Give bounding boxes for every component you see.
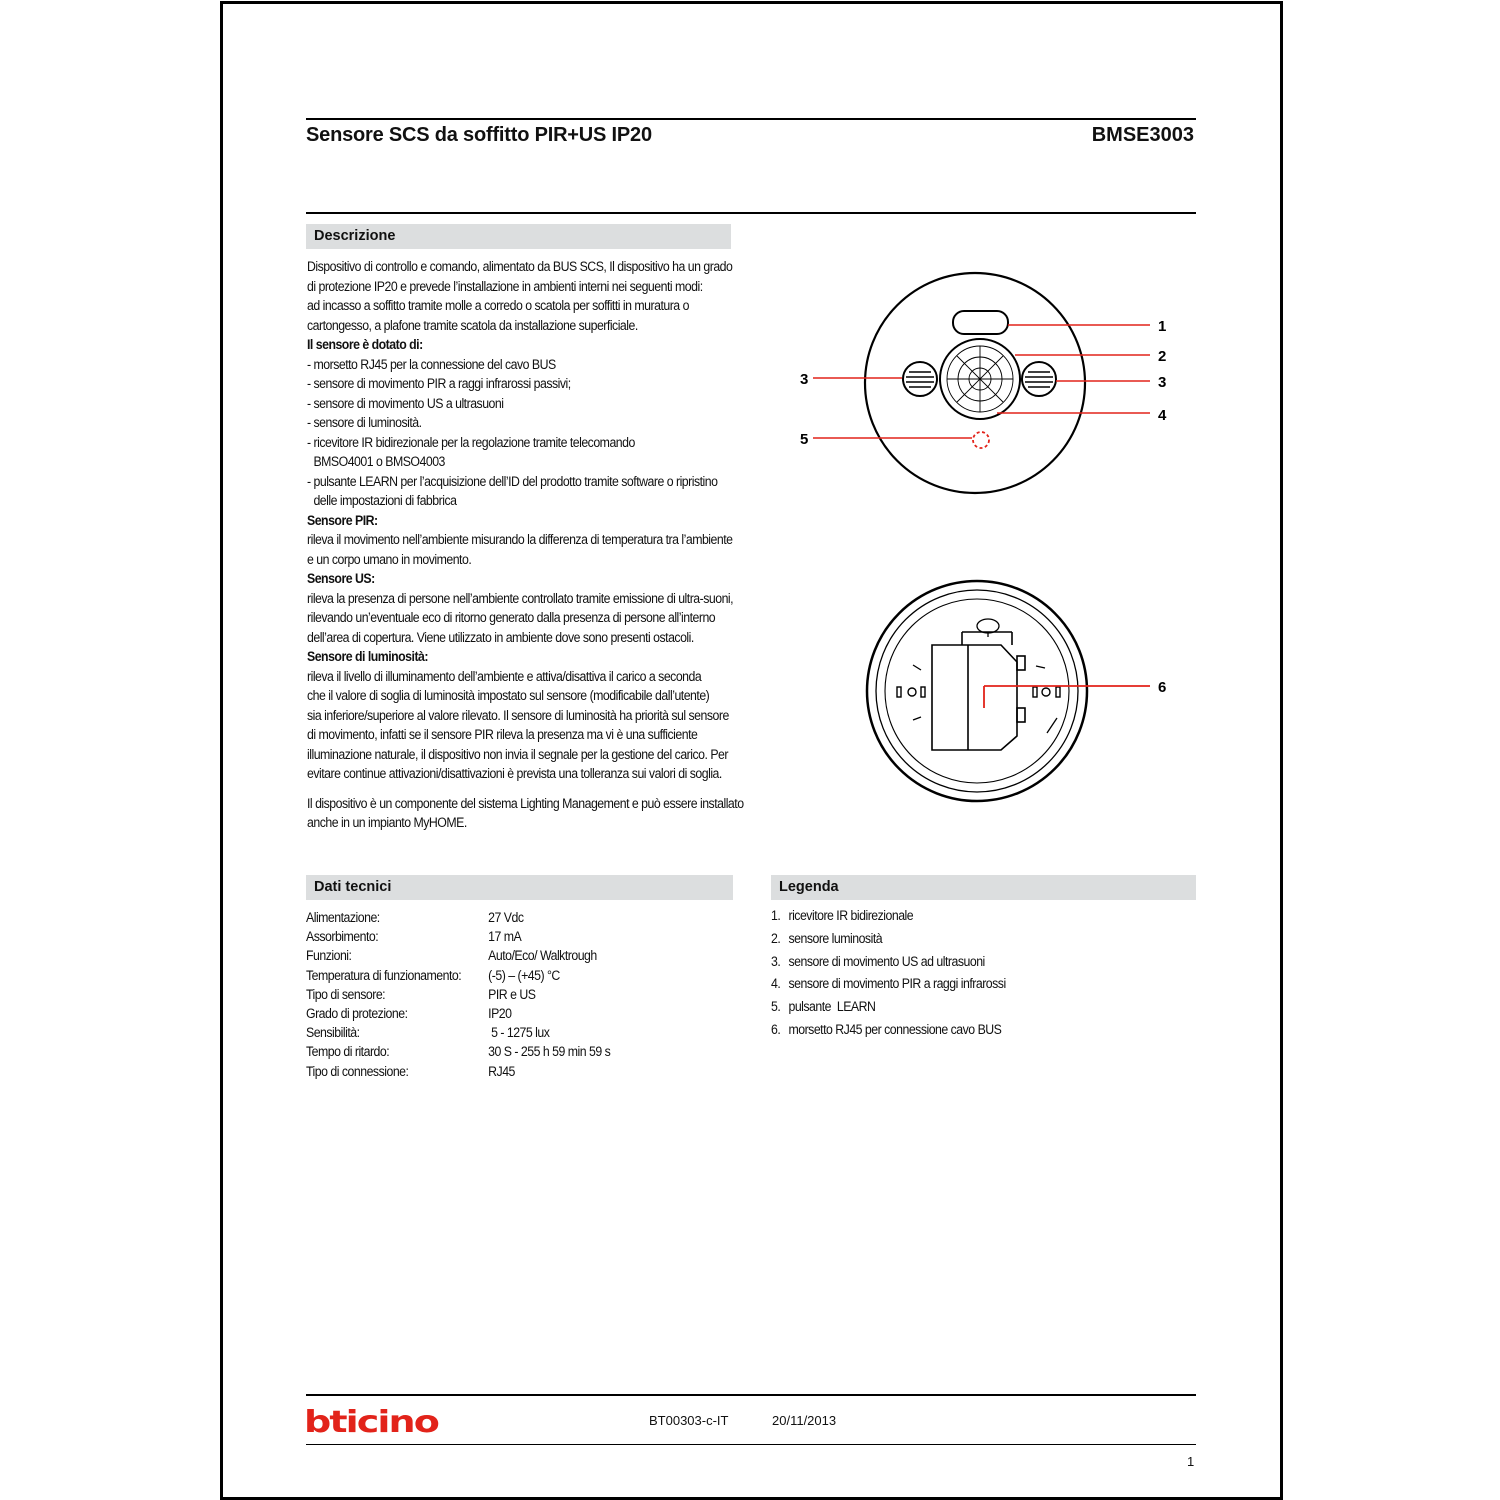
- description-line: - morsetto RJ45 per la connessione del cavo BUS: [307, 356, 556, 372]
- legend-heading: Legenda: [771, 875, 1196, 900]
- ir-receiver-window: [953, 311, 1008, 334]
- page-number: 1: [1187, 1454, 1195, 1469]
- callout-label-1: 1: [1158, 318, 1167, 335]
- tech-row: [306, 1062, 674, 1081]
- legend-text: sensore di movimento PIR a raggi infrarossi: [788, 976, 1006, 992]
- description-line: rileva la presenza di persone nell’ambiente controllato tramite emissione di ultra-suoni,: [307, 590, 734, 606]
- description-subheading: Sensore PIR:: [307, 512, 378, 528]
- sensor-front-diagram: [790, 262, 1190, 502]
- description-line: rilevando un’eventuale eco di ritorno generato dalla presenza di persone all’interno: [307, 610, 716, 625]
- tech-heading: Dati tecnici: [306, 875, 733, 900]
- pir-lens-icon: [947, 346, 1013, 412]
- keyhole-icon: [977, 619, 999, 637]
- legend-list: [771, 908, 1139, 1045]
- tech-value: 5 - 1275 lux: [488, 1025, 550, 1041]
- description-line: anche in un impianto MyHOME.: [307, 815, 467, 830]
- logo-wordmark: bticino: [304, 1405, 440, 1438]
- tech-row: [306, 1023, 674, 1042]
- tech-table: [306, 908, 674, 1081]
- tech-row: [306, 966, 674, 985]
- learn-button-icon: [973, 432, 989, 448]
- tech-key: Funzioni:: [306, 948, 352, 964]
- callout-label-4: 4: [1158, 407, 1167, 424]
- legend-number: 1.: [771, 908, 781, 923]
- legend-item: [771, 976, 1139, 999]
- description-line: di protezione IP20 e prevede l’installazione in ambienti interni nei seguenti modi:: [307, 278, 703, 294]
- description-subheading: Sensore US:: [307, 571, 375, 586]
- header-rule-bottom: [306, 212, 1196, 214]
- tech-row: [306, 908, 674, 927]
- legend-number: 3.: [771, 953, 781, 969]
- spring-clips: [913, 665, 1057, 733]
- description-line: che il valore di soglia di luminosità impostato sul sensore (modificabile dall’utente): [307, 688, 710, 703]
- tech-key: Temperatura di funzionamento:: [306, 967, 462, 983]
- ultrasonic-sensor-left-icon: [903, 362, 937, 396]
- legend-text: sensore di movimento US ad ultrasuoni: [788, 953, 985, 969]
- tech-row: [306, 985, 674, 1004]
- tech-value: PIR e US: [488, 986, 536, 1002]
- description-line: - sensore di movimento PIR a raggi infrarossi passivi;: [307, 376, 571, 391]
- ultrasonic-sensor-right-icon: [1022, 362, 1056, 396]
- tech-key: Tempo di ritardo:: [306, 1044, 390, 1060]
- description-body: [307, 257, 744, 833]
- description-heading: Descrizione: [306, 224, 731, 249]
- tech-value: Auto/Eco/ Walktrough: [488, 948, 597, 964]
- page-title: Sensore SCS da soffitto PIR+US IP20: [306, 124, 652, 146]
- description-line: rileva il livello di illuminamento dell’ambiente e attiva/disattiva il carico a seconda: [307, 668, 702, 684]
- tech-key: Tipo di connessione:: [306, 1063, 409, 1079]
- tech-value: RJ45: [488, 1063, 515, 1079]
- tech-value: 27 Vdc: [488, 910, 524, 925]
- description-line: evitare continue attivazioni/disattivazioni è prevista una tolleranza sui valori di soglia.: [307, 766, 722, 781]
- sensor-body-outline: [865, 273, 1085, 493]
- description-line: - pulsante LEARN per l’acquisizione dell’ID del prodotto tramite software o ripristino: [307, 473, 718, 489]
- legend-item: [771, 954, 1139, 977]
- description-line: BMSO4001 o BMSO4003: [313, 454, 445, 469]
- legend-number: 5.: [771, 999, 781, 1015]
- sensor-back-inner-ring: [876, 590, 1078, 792]
- legend-text: pulsante LEARN: [788, 999, 876, 1015]
- description-line: e un corpo umano in movimento.: [307, 551, 472, 567]
- legend-text: sensore luminosità: [788, 930, 883, 946]
- document-reference: BT00303-c-IT: [649, 1413, 729, 1428]
- callout-label-3-left: 3: [800, 371, 809, 388]
- tech-value: IP20: [488, 1005, 512, 1021]
- legend-text: morsetto RJ45 per connessione cavo BUS: [788, 1021, 1002, 1037]
- description-line: illuminazione naturale, il dispositivo non invia il segnale per la gestione del carico. Per: [307, 746, 728, 762]
- rj45-terminal-block: [932, 632, 1025, 750]
- tech-row: [306, 1042, 674, 1061]
- legend-item: [771, 908, 1139, 931]
- tech-row: [306, 1004, 674, 1023]
- leader-line-6: [984, 686, 1150, 708]
- sensor-back-diagram: [840, 572, 1180, 812]
- description-line: - sensore di movimento US a ultrasuoni: [307, 395, 504, 411]
- tech-key: Assorbimento:: [306, 929, 379, 945]
- leader-lines: [813, 325, 1150, 438]
- legend-text: ricevitore IR bidirezionale: [788, 908, 914, 923]
- description-line: cartongesso, a plafone tramite scatola da installazione superficiale.: [307, 317, 638, 333]
- sensor-back-outer: [867, 581, 1087, 801]
- description-line: sia inferiore/superiore al valore rilevato. Il sensore di luminosità ha priorità sul sensore: [307, 707, 729, 723]
- description-line: delle impostazioni di fabbrica: [313, 493, 457, 508]
- tech-row: [306, 946, 674, 965]
- description-line: rileva il movimento nell’ambiente misurando la differenza di temperatura tra l’ambiente: [307, 532, 733, 547]
- header-rule-top: [306, 118, 1196, 120]
- callout-label-3-right: 3: [1158, 374, 1167, 391]
- footer-rule-bottom: [306, 1444, 1196, 1445]
- tech-key: Grado di protezione:: [306, 1005, 408, 1021]
- legend-item: [771, 1022, 1139, 1045]
- description-line: dell’area di copertura. Viene utilizzato in ambiente dove sono presenti ostacoli.: [307, 629, 694, 645]
- tech-key: Alimentazione:: [306, 910, 380, 925]
- footer-rule-top: [306, 1394, 1196, 1396]
- callout-label-5: 5: [800, 431, 809, 448]
- legend-item: [771, 999, 1139, 1022]
- legend-number: 6.: [771, 1021, 781, 1037]
- description-line: Dispositivo di controllo e comando, alimentato da BUS SCS, Il dispositivo ha un grado: [307, 259, 733, 274]
- description-line: Il dispositivo è un componente del sistema Lighting Management e può essere installato: [307, 795, 744, 811]
- bticino-logo: [304, 1404, 444, 1438]
- tech-key: Tipo di sensore:: [306, 986, 386, 1002]
- mounting-holes-right: [1033, 687, 1060, 697]
- description-line: - sensore di luminosità.: [307, 415, 422, 430]
- product-code: BMSE3003: [1091, 124, 1194, 146]
- document-date: 20/11/2013: [772, 1413, 837, 1428]
- mounting-holes-left: [897, 687, 925, 697]
- tech-value: 17 mA: [488, 929, 522, 945]
- description-subheading: Sensore di luminosità:: [307, 649, 428, 664]
- description-line: di movimento, infatti se il sensore PIR rileva la presenza ma vi è una sufficiente: [307, 727, 698, 742]
- tech-key: Sensibilità:: [306, 1025, 360, 1041]
- tech-row: [306, 927, 674, 946]
- description-line: ad incasso a soffitto tramite molle a corredo o scatola per soffitti in muratura o: [307, 298, 689, 313]
- callout-label-2: 2: [1158, 348, 1167, 365]
- legend-number: 4.: [771, 976, 781, 992]
- legend-item: [771, 931, 1139, 954]
- description-line: - ricevitore IR bidirezionale per la regolazione tramite telecomando: [307, 434, 635, 450]
- callout-label-6: 6: [1158, 679, 1167, 696]
- tech-value: 30 S - 255 h 59 min 59 s: [488, 1044, 611, 1060]
- legend-number: 2.: [771, 930, 781, 946]
- tech-value: (-5) – (+45) °C: [488, 967, 560, 983]
- description-subheading: Il sensore è dotato di:: [307, 337, 423, 352]
